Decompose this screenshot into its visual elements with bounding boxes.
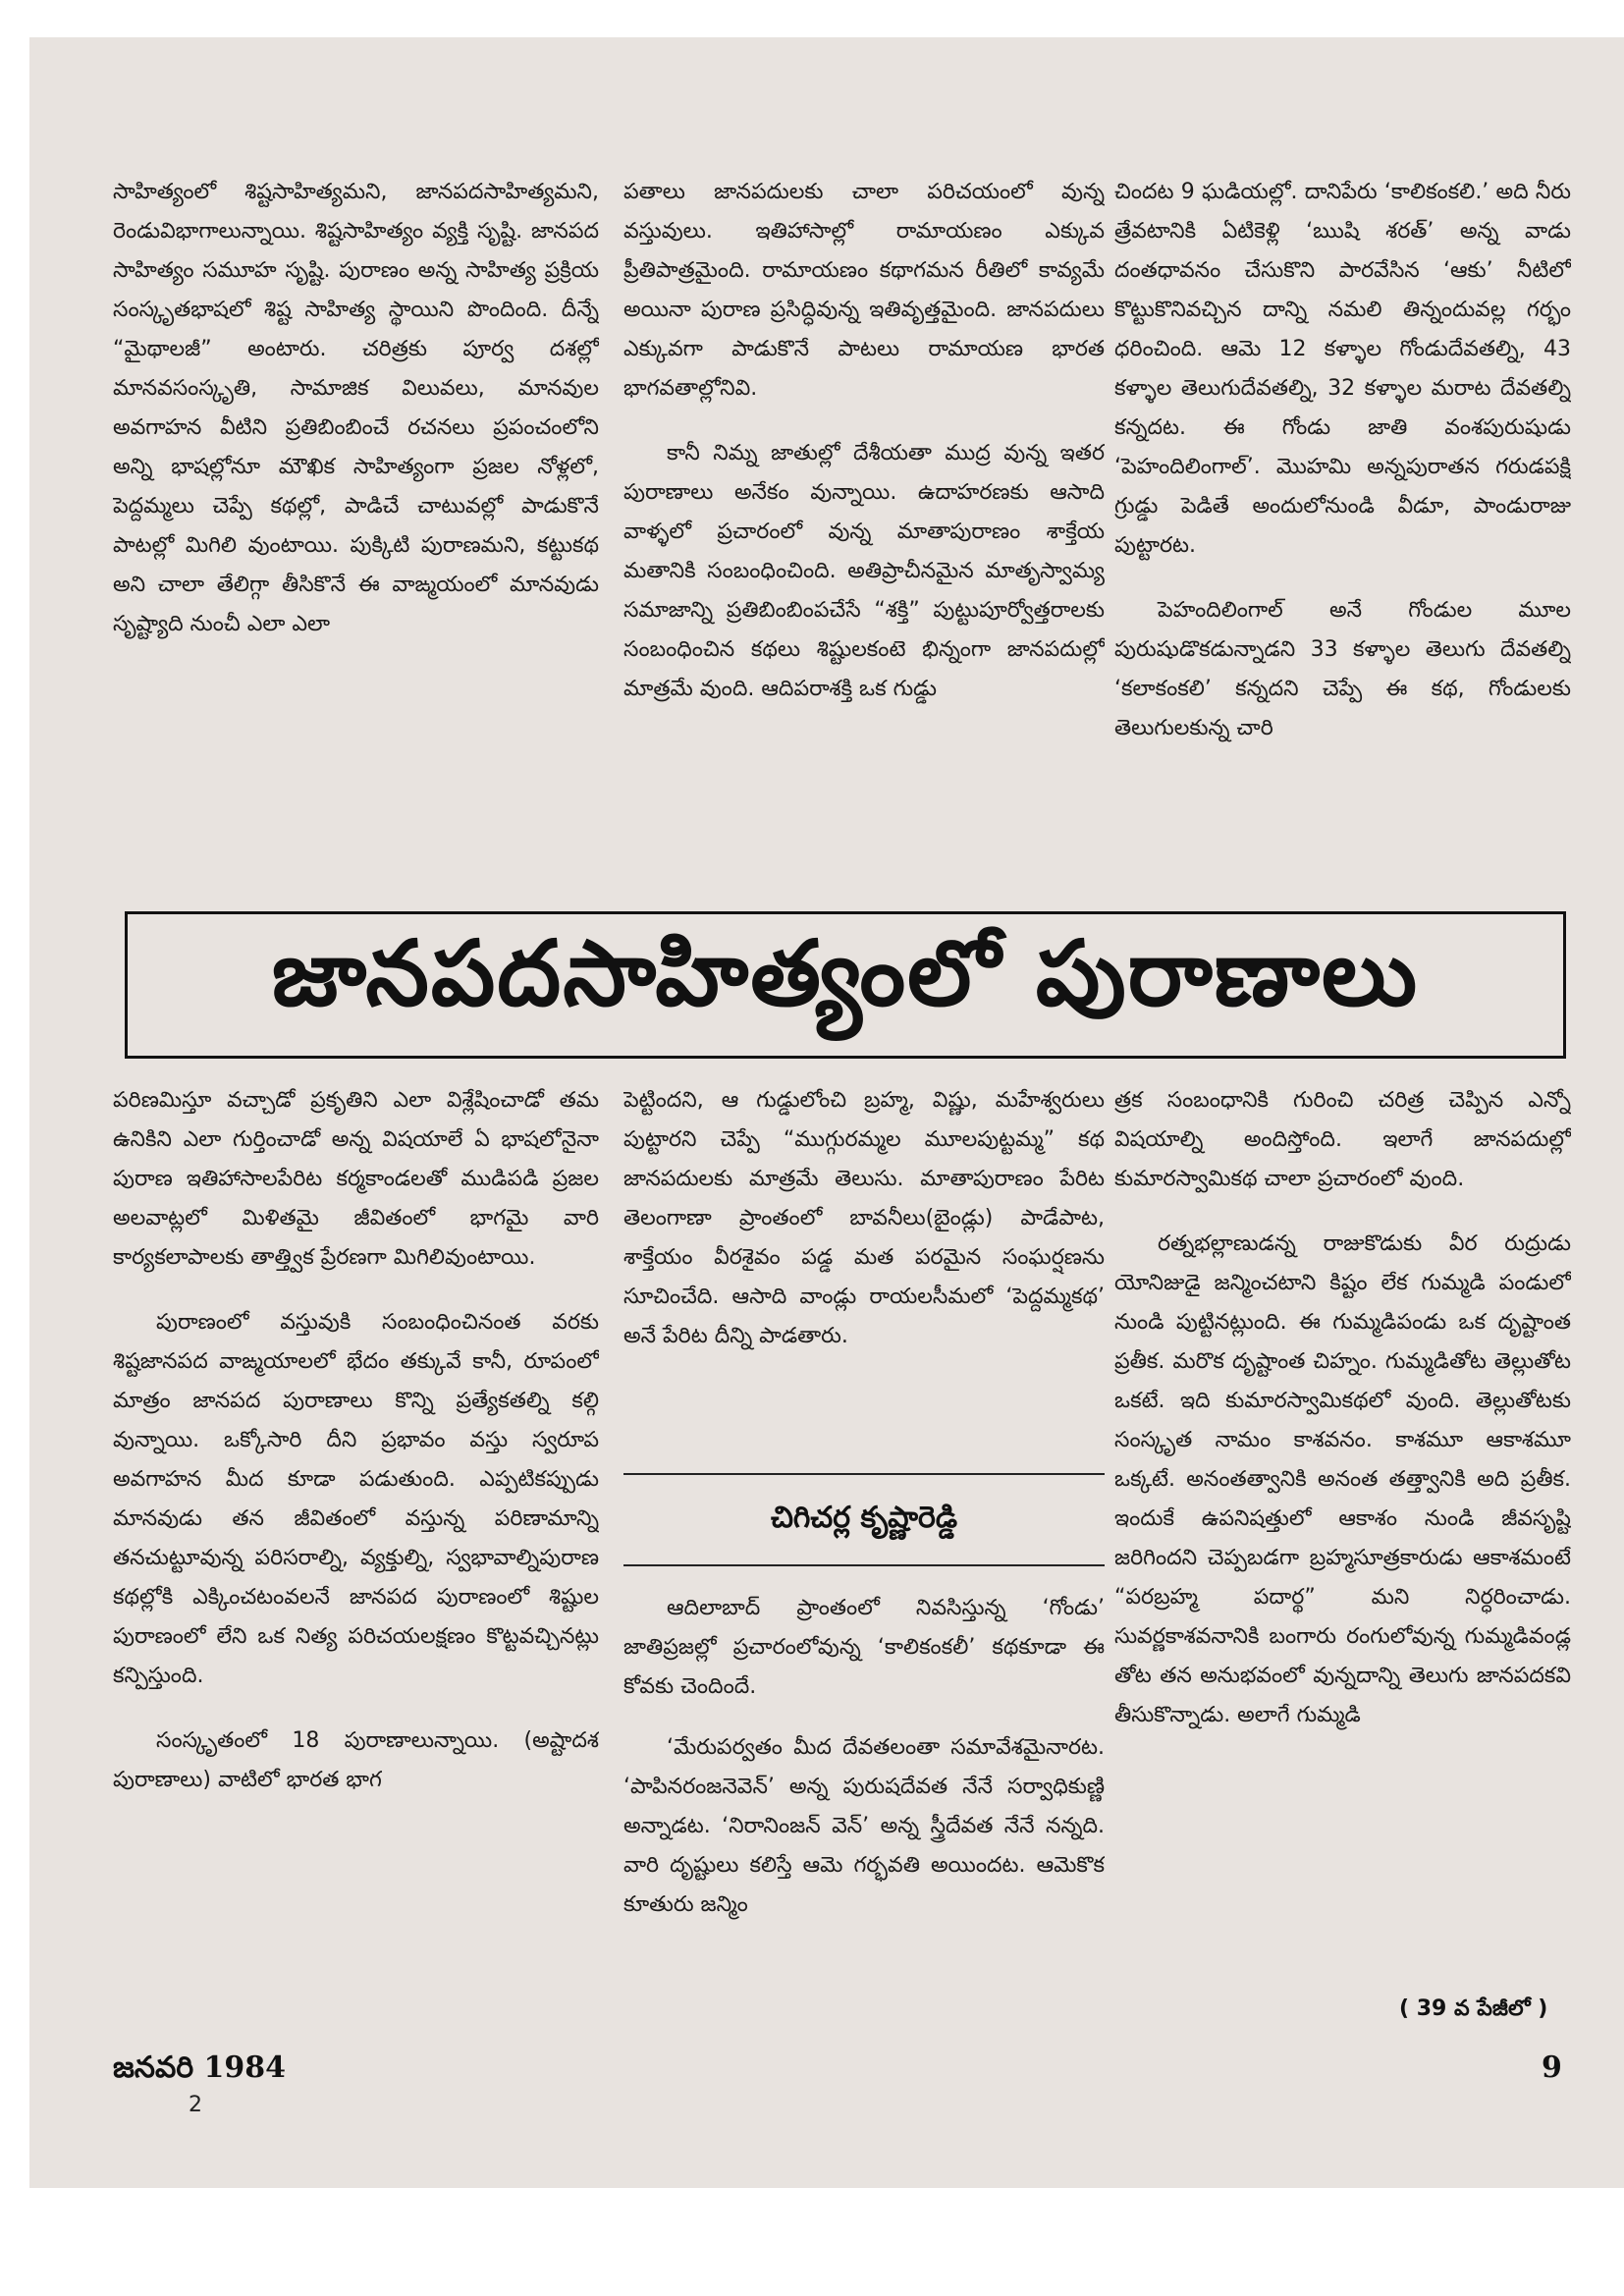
paragraph: ఆదిలాబాద్ ప్రాంతంలో నివసిస్తున్న ‘గోండు’ జాతిప్రజల్లో ప్రచారంలోవున్న ‘కాలికంకలీ’ కథకూడా ఈ కోవకు చెందిందే. xyxy=(623,1596,1105,1699)
paragraph: రత్నభల్లాణుడన్న రాజుకొడుకు వీర రుద్రుడు యోనిజుడై జన్మించటాని కిష్టం లేక గుమ్మడి పండులో నుండి పుట్టినట్లుంది. ఈ గుమ్మడిపండు ఒక దృష్టాంత ప్రతీక. మరొక దృష్టాంత చిహ్నం. గుమ్మడితోట తెల్లుతోట ఒకటే. ఇది కుమారస్వామికథలో వుంది. తెల్లుతోటకు సంస్కృత నామం కాశవనం. కాశమూ ఆకాశమూ ఒక్కటే. అనంతత్వానికి అనంత తత్త్వానికి అది ప్రతీక. ఇందుకే ఉపనిషత్తులో ఆకాశం నుండి జీవసృష్టి జరిగిందని చెప్పబడగా బ్రహ్మసూత్రకారుడు ఆకాశమంటే “పరబ్రహ్మ పదార్థ” మని నిర్ధరించాడు. సువర్ణకాశవనానికి బంగారు రంగులోవున్న గుమ్మడివండ్ల తోట తన అనుభవంలో వున్నదాన్ని తెలుగు జానపదకవి తీసుకొన్నాడు. అలాగే గుమ్మడి xyxy=(1114,1231,1571,1727)
paragraph: పరిణమిస్తూ వచ్చాడో ప్రకృతిని ఎలా విశ్లేషించాడో తమ ఉనికిని ఎలా గుర్తించాడో అన్న విషయాలే ఏ భాషలోనైనా పురాణ ఇతిహాసాలపేరిట కర్మకాండలతో ముడిపడి ప్రజల అలవాట్లలో మిళితమై జీవితంలో భాగమై వారి కార్యకలాపాలకు తాత్త్విక ప్రేరణగా మిగిలివుంటాయి. xyxy=(113,1088,599,1270)
paragraph: పెహందిలింగాల్ అనే గోండుల మూల పురుషుడొకడున్నాడని 33 కళ్ళాల తెలుగు దేవతల్ని ‘కలాకంకలి’ కన్నదని చెప్పే ఈ కథ, గోండులకు తెలుగులకున్న చారి xyxy=(1114,598,1571,740)
paragraph: పతాలు జానపదులకు చాలా పరిచయంలో వున్న వస్తువులు. ఇతిహాసాల్లో రామాయణం ఎక్కువ ప్రీతిపాత్రమైంది. రామాయణం కథాగమన రీతిలో కావ్యమే అయినా పురాణ ప్రసిద్ధివున్న ఇతివృత్తమైంది. జానపదులు ఎక్కువగా పాడుకొనే పాటలు రామాయణ భారత భాగవతాల్లోనివి. xyxy=(623,180,1105,401)
gond-story-section xyxy=(623,1589,1105,2021)
continued-reference: ( 39 వ పేజీలో ) xyxy=(1399,1996,1548,2021)
author-byline: చిగిచర్ల కృష్ణారెడ్డి xyxy=(770,1501,958,1535)
paragraph: సాహిత్యంలో శిష్టసాహిత్యమని, జానపదసాహిత్యమని, రెండువిభాగాలున్నాయి. శిష్టసాహిత్యం వ్యక్తి సృష్టి. జానపద సాహిత్యం సమూహ సృష్టి. పురాణం అన్న సాహిత్య ప్రక్రియ సంస్కృతభాషలో శిష్ట సాహిత్య స్థాయిని పొందింది. దీన్నే “మైథాలజీ” అంటారు. చరిత్రకు పూర్వ దశల్లో మానవసంస్కృతి, సామాజిక విలువలు, మానవుల అవగాహన వీటిని ప్రతిబింబించే రచనలు ప్రపంచంలోని అన్ని భాషల్లోనూ మౌఖిక సాహిత్యంగా ప్రజల నోళ్లలో, పెద్దమ్మలు చెప్పే కథల్లో, పాడిచే చాటువల్లో పాడుకొనే పాటల్లో మిగిలి వుంటాయి. పుక్కిటి పురాణమని, కట్టుకథ అని చాలా తేలిగ్గా తీసికొనే ఈ వాఙ్మయంలో మానవుడు సృష్ట్యాది నుంచీ ఎలా ఎలా xyxy=(113,180,599,636)
title-box xyxy=(125,911,1566,1059)
issue-date: జనవరి 1984 xyxy=(113,2050,287,2085)
magazine-page xyxy=(29,37,1624,2188)
footer-mark: 2 xyxy=(189,2093,202,2117)
paragraph: కానీ నిమ్న జాతుల్లో దేశీయతా ముద్ర వున్న ఇతర పురాణాలు అనేకం వున్నాయి. ఉదాహరణకు ఆసాది వాళ్ళలో ప్రచారంలో వున్న మాతాపురాణం శాక్తేయ మతానికి సంబంధించింది. అతిప్రాచీనమైన మాతృస్వామ్య సమాజాన్ని ప్రతిబింబింపచేసే “శక్తి” పుట్టుపూర్వోత్తరాలకు సంబంధించిన కథలు శిష్టులకంటె భిన్నంగా జానపదుల్లో మాత్రమే వుంది. ఆదిపరాశక్తి ఒక గుడ్డు xyxy=(623,441,1105,701)
divider-rule xyxy=(623,1473,1105,1475)
page-number: 9 xyxy=(1542,2050,1562,2085)
bottom-column-2 xyxy=(623,1081,1105,1494)
paragraph: పెట్టిందని, ఆ గుడ్డులోంచి బ్రహ్మ, విష్ణు, మహేశ్వరులు పుట్టారని చెప్పే “ముగ్గురమ్మల మూలపుట్టమ్మ” కథ జానపదులకు మాత్రమే తెలుసు. మాతాపురాణం పేరిట తెలంగాణా ప్రాంతంలో బావనీలు(బైండ్లు) పాడేపాట, శాక్తేయం వీరశైవం పడ్డ మత పరమైన సంఘర్షణను సూచించేది. ఆసాది వాండ్లు రాయలసీమలో ‘పెద్దమ్మకథ’ అనే పేరిట దీన్ని పాడతారు. xyxy=(623,1088,1105,1348)
divider-rule xyxy=(623,1564,1105,1566)
top-column-2 xyxy=(623,173,1105,900)
paragraph: ‘మేరుపర్వతం మీద దేవతలంతా సమావేశమైనారట. ‘పాపినరంజనెవెన్’ అన్న పురుషదేవత నేనే సర్వాధికుణ్ణి అన్నాడట. ‘నిరానింజన్ వెన్’ అన్న స్త్రీదేవత నేనే నన్నది. వారి దృష్టులు కలిస్తే ఆమె గర్భవతి అయిందట. ఆమెకొక కూతురు జన్మిం xyxy=(623,1735,1105,1917)
bottom-column-3 xyxy=(1114,1081,1571,1965)
paragraph: పురాణంలో వస్తువుకి సంబంధించినంత వరకు శిష్టజానపద వాఙ్మయాలలో భేదం తక్కువే కానీ, రూపంలో మాత్రం జానపద పురాణాలు కొన్ని ప్రత్యేకతల్ని కల్గి వున్నాయి. ఒక్కోసారి దీని ప్రభావం వస్తు స్వరూప అవగాహన మీద కూడా పడుతుంది. ఎప్పటికప్పుడు మానవుడు తన జీవితంలో వస్తున్న పరిణామాన్ని తనచుట్టూవున్న పరిసరాల్ని, వ్యక్తుల్ని, స్వభావాల్నిపురాణ కథల్లోకి ఎక్కించటంవలనే జానపద పురాణంలో శిష్టుల పురాణంలో లేని ఒక నిత్య పరిచయలక్షణం కొట్టవచ్చినట్లు కన్పిస్తుంది. xyxy=(113,1310,599,1688)
paragraph: చిందట 9 ఘడియల్లో. దానిపేరు ‘కాలికంకలి.’ అది నీరు త్రేవటానికి ఏటికెళ్లి ‘ఋషి శరత్’ అన్న వాడు దంతధావనం చేసుకొని పారవేసిన ‘ఆకు’ నీటిలో కొట్టుకొనివచ్చిన దాన్ని నమలి తిన్నందువల్ల గర్భం ధరించింది. ఆమె 12 కళ్ళాల గోండుదేవతల్ని, 43 కళ్ళాల తెలుగుదేవతల్ని, 32 కళ్ళాల మరాట దేవతల్ని కన్నదట. ఈ గోండు జాతి వంశపురుషుడు ‘పెహందిలింగాల్’. మొహమి అన్నపురాతన గరుడపక్షి గ్రుడ్డు పెడితే అందులోనుండి వీడూ, పాండురాజు పుట్టారట. xyxy=(1114,180,1571,558)
paragraph: త్రక సంబంధానికి గురించి చరిత్ర చెప్పిన ఎన్నో విషయాల్ని అందిస్తోంది. ఇలాగే జానపదుల్లో కుమారస్వామికథ చాలా ప్రచారంలో వుంది. xyxy=(1114,1088,1571,1191)
article-title: జానపదసాహిత్యంలో పురాణాలు xyxy=(271,921,1420,1026)
paragraph: సంస్కృతంలో 18 పురాణాలున్నాయి. (అష్టాదశ పురాణాలు) వాటిలో భారత భాగ xyxy=(113,1728,599,1792)
top-column-1 xyxy=(113,173,599,900)
top-column-3 xyxy=(1114,173,1571,900)
bottom-column-1 xyxy=(113,1081,599,2019)
